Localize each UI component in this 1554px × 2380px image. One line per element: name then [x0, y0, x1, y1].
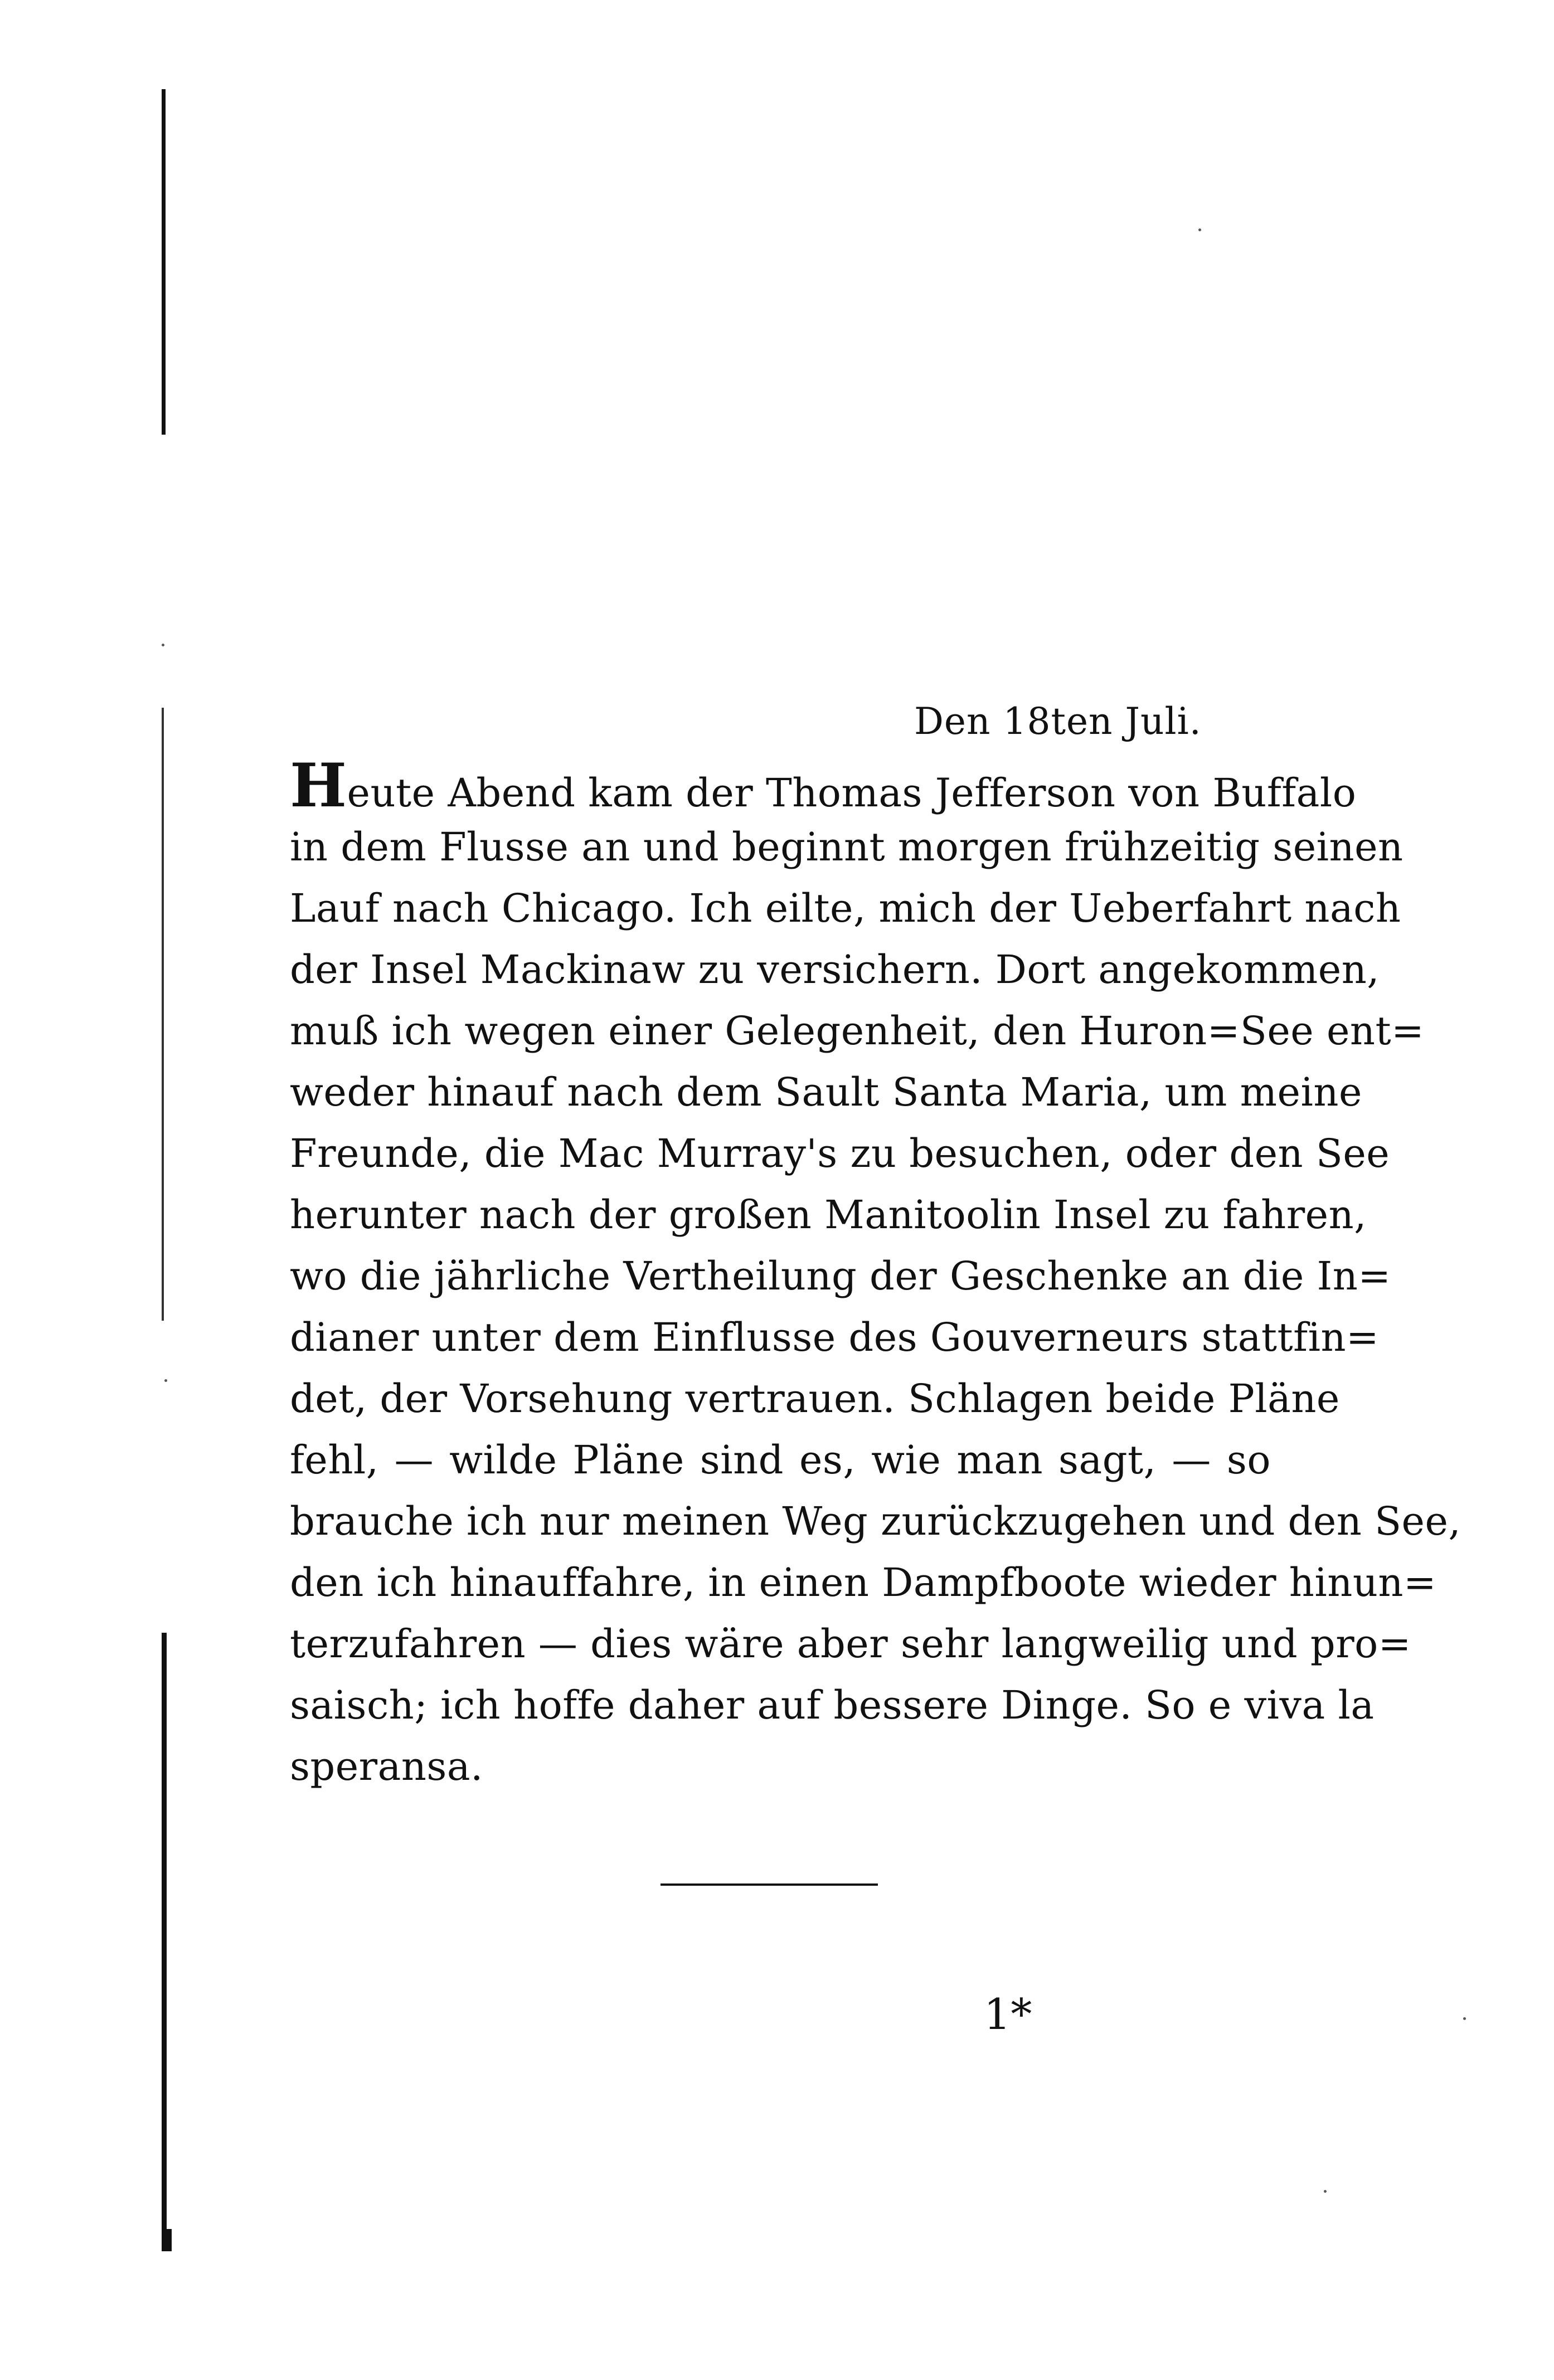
body-paragraph	[290, 751, 1461, 1797]
text-line: saisch; ich hoffe daher auf bessere Dinge. So e viva la	[290, 1682, 1375, 1728]
speck	[164, 1379, 167, 1382]
text-line: den ich hinauffahre, in einen Dampfboote wieder hinun=	[290, 1560, 1437, 1605]
scan-edge-shadow	[162, 89, 166, 435]
speck	[1463, 2017, 1466, 2020]
text-line: weder hinauf nach dem Sault Santa Maria, um meine	[290, 1069, 1362, 1115]
text-line: der Insel Mackinaw zu versichern. Dort angekommen,	[290, 947, 1380, 992]
speck	[1324, 2190, 1327, 2193]
signature-mark: 1*	[984, 1989, 1032, 2039]
drop-cap: H	[290, 751, 347, 821]
section-divider	[661, 1883, 878, 1886]
text-line: det, der Vorsehung vertrauen. Schlagen beide Pläne	[290, 1376, 1340, 1422]
text-line-content: eute Abend kam der Thomas Jefferson von Buffalo	[347, 770, 1357, 816]
text-line: terzufahren — dies wäre aber sehr langweilig und pro=	[290, 1621, 1411, 1667]
speck	[162, 644, 164, 646]
text-line: fehl, — wilde Pläne sind es, wie man sagt, — so	[290, 1437, 1271, 1483]
scan-edge-shadow	[162, 708, 164, 1321]
date-heading: Den 18ten Juli.	[914, 700, 1202, 743]
scan-edge-shadow	[162, 2229, 172, 2251]
text-line: in dem Flusse an und beginnt morgen frühzeitig seinen	[290, 824, 1404, 870]
text-line: herunter nach der großen Manitoolin Insel zu fahren,	[290, 1192, 1367, 1238]
text-line: Freunde, die Mac Murray's zu besuchen, oder den See	[290, 1131, 1390, 1176]
scan-edge-shadow	[162, 1633, 167, 2251]
speck	[1198, 228, 1201, 231]
text-line: muß ich wegen einer Gelegenheit, den Huron=See ent=	[290, 1008, 1425, 1054]
text-line: speransa.	[290, 1744, 483, 1789]
text-line	[290, 751, 1357, 821]
text-line: brauche ich nur meinen Weg zurückzugehen und den See,	[290, 1498, 1461, 1544]
text-line: dianer unter dem Einflusse des Gouverneurs stattfin=	[290, 1315, 1380, 1360]
text-line: wo die jährliche Vertheilung der Geschenke an die In=	[290, 1253, 1391, 1299]
text-line: Lauf nach Chicago. Ich eilte, mich der Ueberfahrt nach	[290, 885, 1401, 931]
